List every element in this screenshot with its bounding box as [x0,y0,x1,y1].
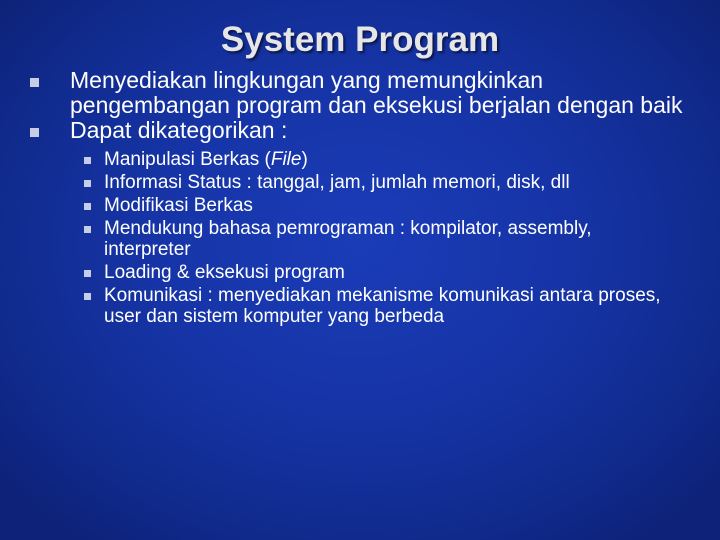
slide-title: System Program [220,20,500,59]
square-bullet-icon [30,78,39,87]
square-bullet-icon [84,293,91,300]
sub-bullet-item [56,172,664,193]
sub-bullet-list [56,149,674,327]
bullet-text: Dapat dikategorikan : [70,117,288,143]
sub-bullet-item [56,195,664,216]
sub-bullet-text-prefix: Manipulasi Berkas ( [104,149,271,170]
sub-bullet-text: Komunikasi : menyediakan mekanisme komunikasi antara proses, user dan sistem komputer yang berbeda [104,285,661,327]
bullet-item [28,68,688,118]
square-bullet-icon [30,128,39,137]
sub-bullet-item [56,285,664,327]
bullet-text: Menyediakan lingkungan yang memungkinkan pengembangan program dan eksekusi berjalan dengan baik [70,67,683,118]
square-bullet-icon [84,157,91,164]
sub-bullet-text: Mendukung bahasa pemrograman : kompilator, assembly, interpreter [104,218,592,260]
sub-bullet-item [56,149,664,170]
square-bullet-icon [84,226,91,233]
sub-bullet-text: Modifikasi Berkas [104,195,253,216]
sub-bullet-text: Informasi Status : tanggal, jam, jumlah memori, disk, dll [104,172,570,193]
sub-bullet-text-italic: File [270,149,302,170]
sub-bullet-text: Loading & eksekusi program [104,262,345,283]
sub-bullet-item [56,262,664,283]
square-bullet-icon [84,180,91,187]
square-bullet-icon [84,203,91,210]
square-bullet-icon [84,270,91,277]
bullet-item [28,118,688,327]
sub-bullet-text-suffix: ) [301,149,308,170]
sub-bullet-item [56,218,664,260]
bullet-list [28,68,688,329]
